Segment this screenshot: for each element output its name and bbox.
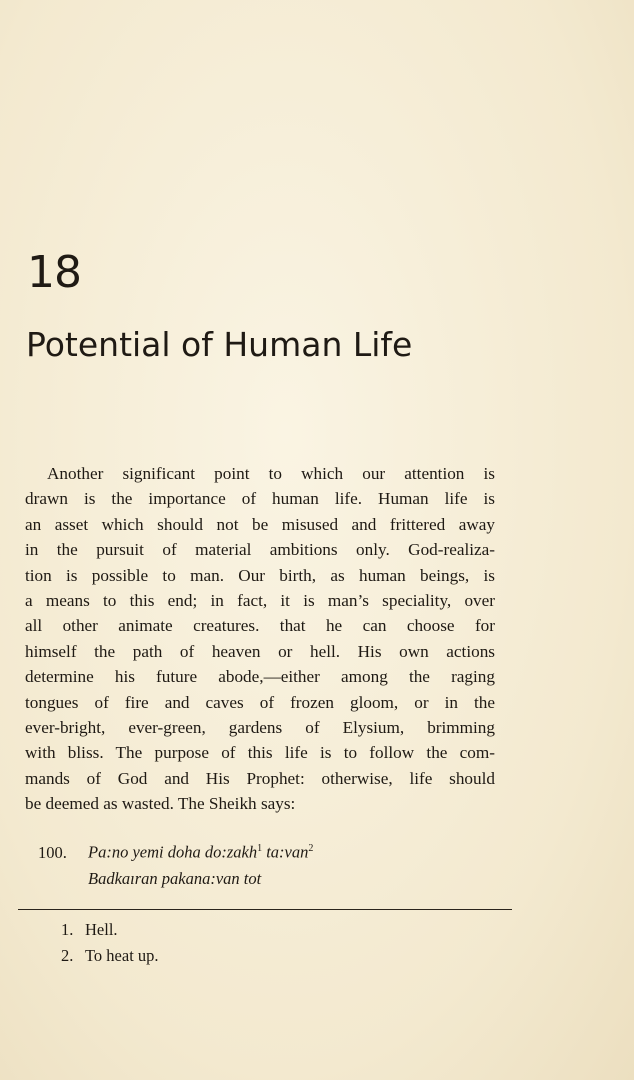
- verse-text: Badkaıran pakana:van tot: [88, 868, 262, 888]
- paragraph-line: tongues of fire and caves of frozen gloom, or in the: [25, 692, 495, 712]
- footnote-text: Hell.: [85, 920, 118, 939]
- paragraph-line: ever-bright, ever-green, gardens of Elysium, brimming: [25, 718, 495, 738]
- paragraph-line: with bliss. The purpose of this life is to follow the com-: [25, 743, 495, 763]
- paragraph-line: be deemed as wasted. The Sheikh says:: [25, 794, 296, 814]
- verse-block: [38, 836, 313, 892]
- paragraph-line: tion is possible to man. Our birth, as human beings, is: [25, 565, 495, 585]
- paragraph-line: an asset which should not be misused and frittered away: [25, 514, 495, 534]
- paragraph-line: determine his future abode,—either among the raging: [25, 667, 495, 687]
- footnote-divider: [18, 909, 512, 910]
- paragraph-line: a means to this end; in fact, it is man’s speciality, over: [25, 591, 495, 611]
- body-paragraph: [25, 461, 495, 817]
- paragraph-line: himself the path of heaven or hell. His own actions: [25, 641, 495, 661]
- chapter-title: Potential of Human Life: [26, 325, 413, 364]
- verse-text: Pa:no yemi doha do:zakh: [88, 842, 258, 862]
- chapter-number: 18: [27, 247, 81, 298]
- paragraph-line: drawn is the importance of human life. Human life is: [25, 489, 495, 509]
- footnotes: [61, 917, 159, 969]
- footnote-text: To heat up.: [85, 946, 159, 965]
- verse-number: 100.: [38, 842, 67, 862]
- footnote: [61, 917, 159, 943]
- verse-line: [38, 836, 313, 866]
- paragraph-line: all other animate creatures. that he can choose for: [25, 616, 495, 636]
- footnote-ref: 1: [257, 843, 263, 854]
- paragraph-line: Another significant point to which our attention is: [47, 464, 495, 483]
- footnote-number: 2.: [61, 946, 74, 965]
- footnote-number: 1.: [61, 920, 74, 939]
- paragraph-line: mands of God and His Prophet: otherwise, life should: [25, 768, 495, 788]
- verse-text: ta:van: [262, 842, 309, 862]
- footnote-ref: 2: [308, 843, 314, 854]
- footnote: [61, 943, 159, 969]
- verse-line: [38, 866, 313, 892]
- paragraph-line: in the pursuit of material ambitions only. God-realiza-: [25, 540, 495, 560]
